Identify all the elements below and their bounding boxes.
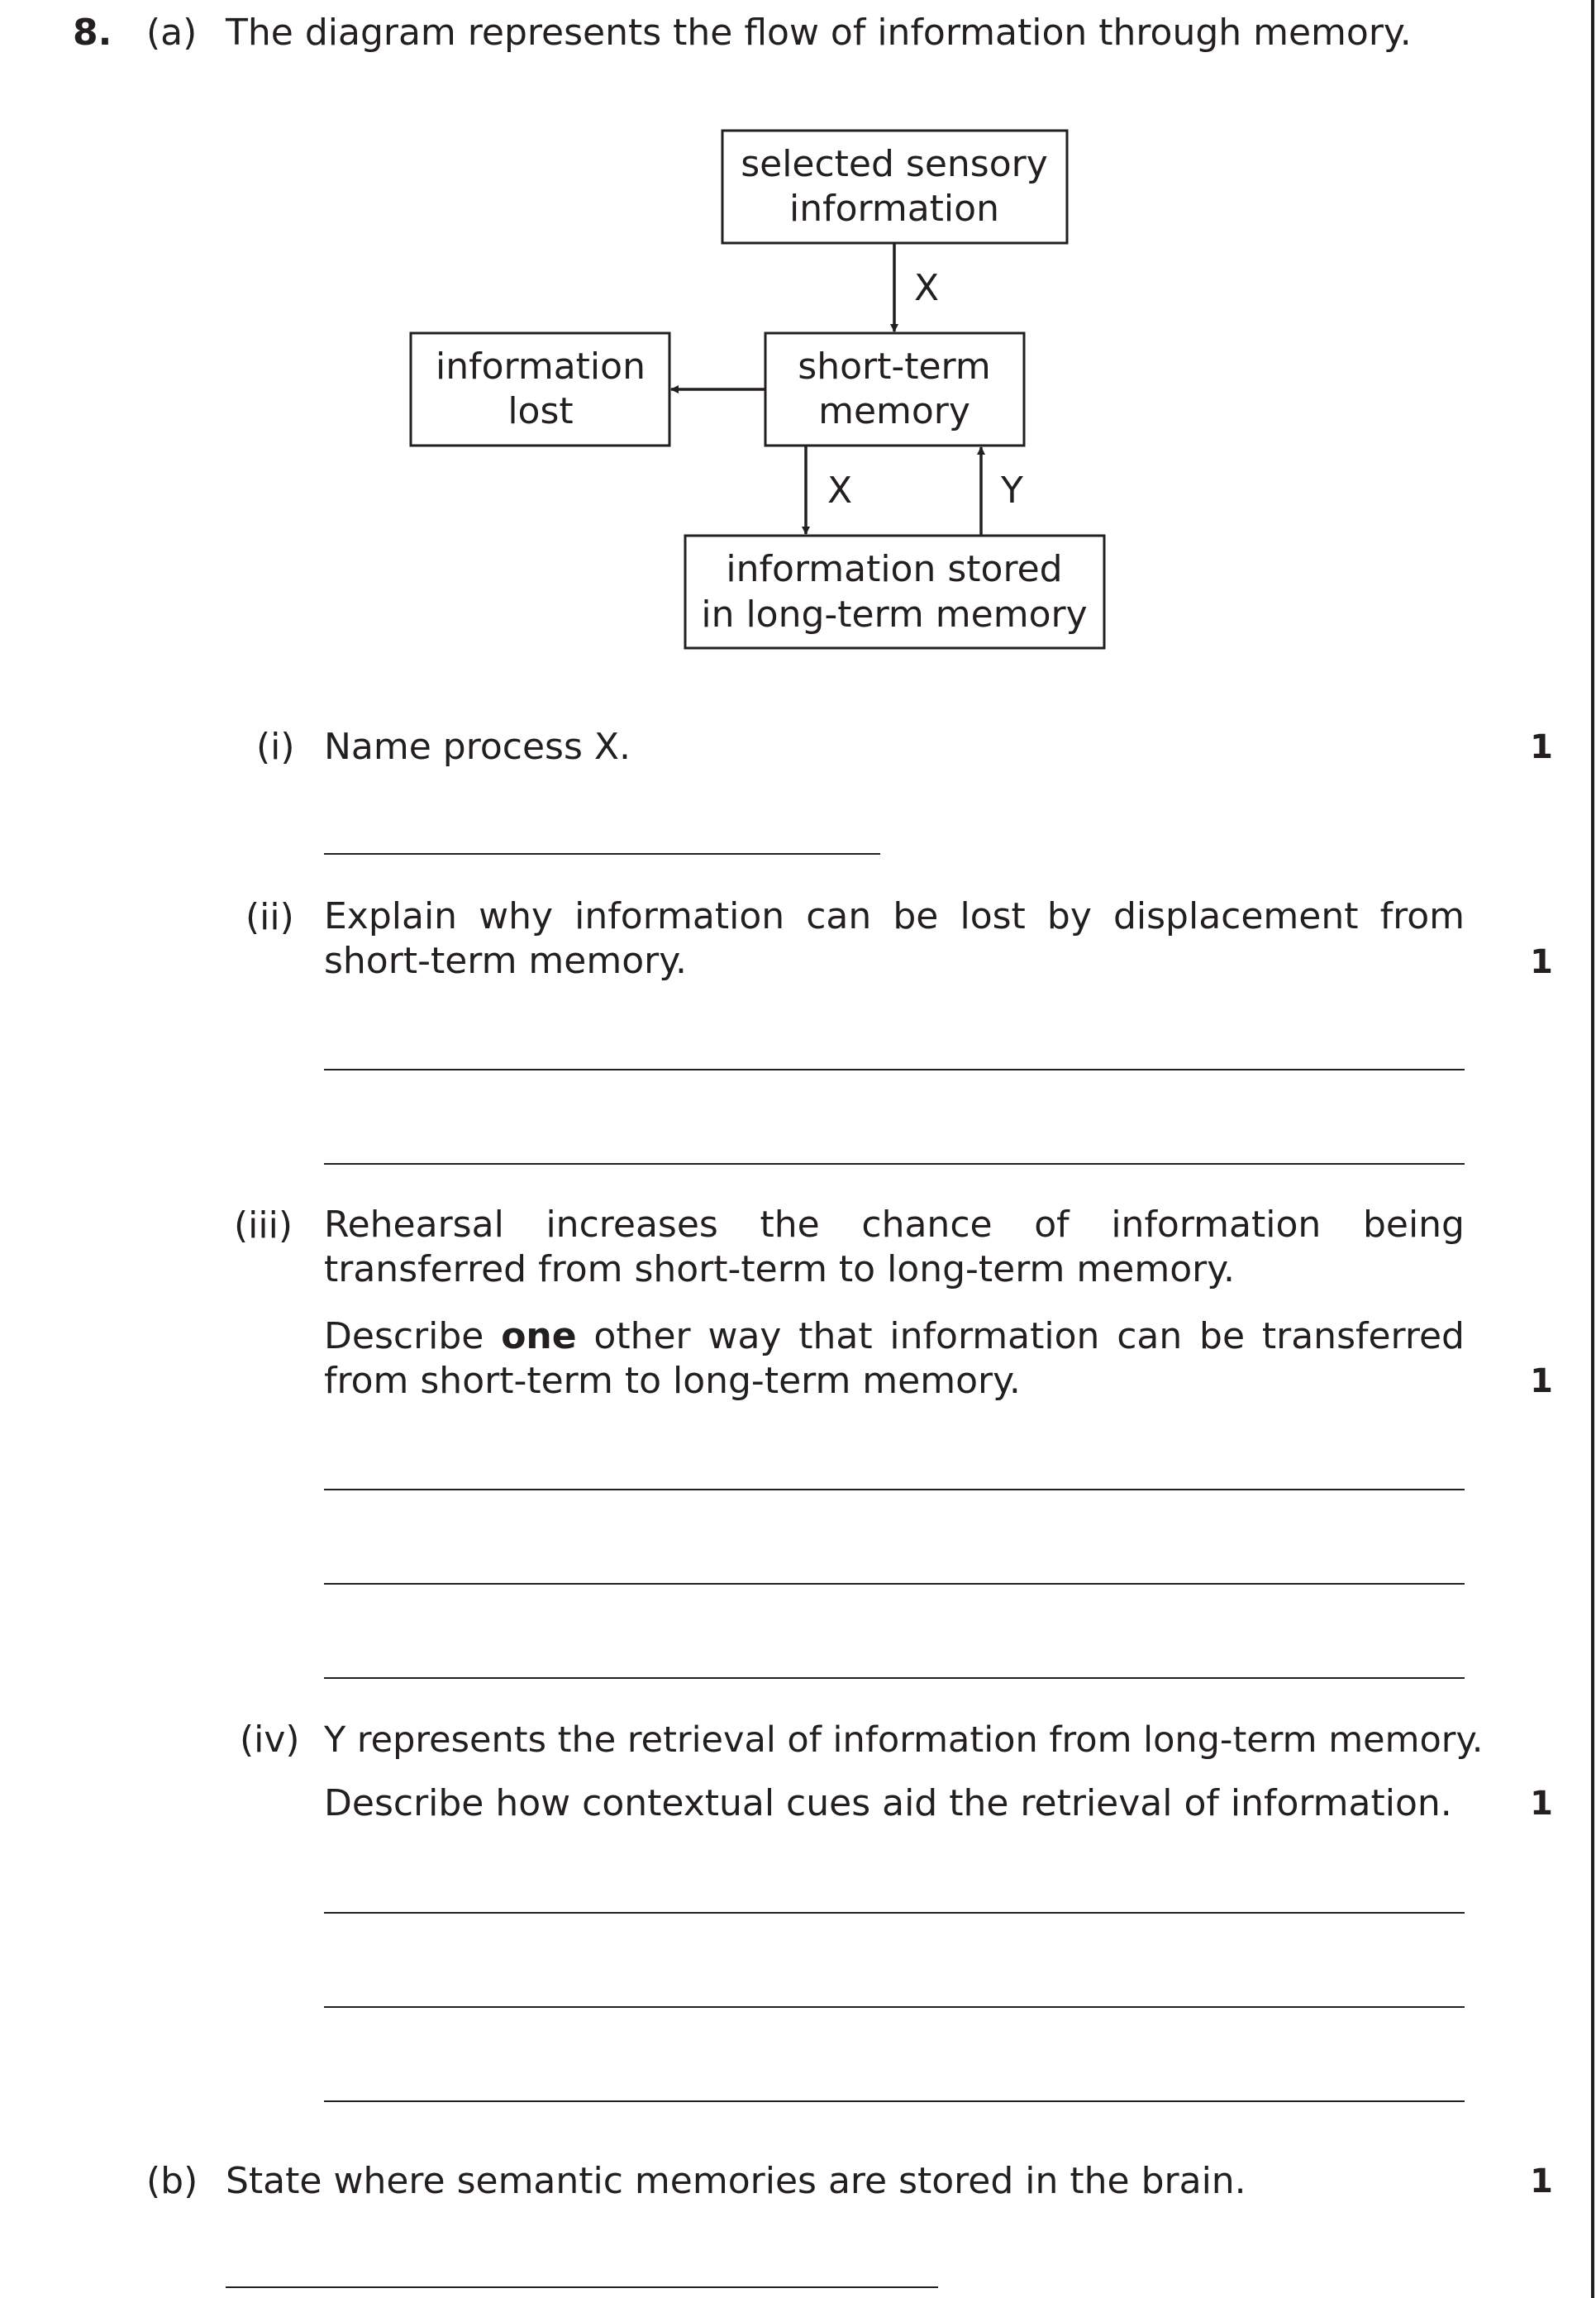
memory-flow-diagram bbox=[0, 0, 1596, 661]
box-ltm-line1: information stored bbox=[726, 548, 1063, 590]
part-a-label: (a) bbox=[146, 12, 198, 54]
box-stm-line2: memory bbox=[818, 390, 970, 432]
part-b-marks: 1 bbox=[1530, 2162, 1553, 2200]
sub-iii-text2-post: other way that information can be transferred from short-term to long-term memory. bbox=[324, 1315, 1465, 1402]
sub-ii-text: Explain why information can be lost by displacement from short-term memory. bbox=[324, 895, 1465, 982]
question-number: 8. bbox=[73, 12, 112, 54]
answer-line[interactable] bbox=[226, 2286, 938, 2288]
sub-iv-label: (iv) bbox=[240, 1719, 300, 1761]
label-x-top: X bbox=[914, 267, 940, 309]
label-y: Y bbox=[1001, 470, 1023, 512]
answer-line[interactable] bbox=[324, 1912, 1465, 1914]
answer-line[interactable] bbox=[324, 2100, 1465, 2102]
sub-iv-text1: Y represents the retrieval of information from long-term memory. bbox=[324, 1719, 1484, 1761]
part-a-stem: The diagram represents the flow of information through memory. bbox=[226, 12, 1412, 54]
label-x-bottom: X bbox=[827, 470, 853, 512]
sub-iii-text2 bbox=[324, 1314, 1465, 1404]
sub-i-text: Name process X. bbox=[324, 726, 631, 768]
answer-line[interactable] bbox=[324, 1583, 1465, 1585]
sub-ii-marks: 1 bbox=[1530, 943, 1553, 981]
box-ltm-line2: in long-term memory bbox=[701, 594, 1088, 636]
part-b-label: (b) bbox=[146, 2160, 198, 2202]
answer-line[interactable] bbox=[324, 1489, 1465, 1490]
box-stm-line1: short-term bbox=[798, 346, 991, 388]
part-b-text: State where semantic memories are stored in the brain. bbox=[226, 2160, 1246, 2202]
sub-iv-marks: 1 bbox=[1530, 1785, 1553, 1823]
answer-line[interactable] bbox=[324, 1163, 1465, 1165]
sub-ii-label: (ii) bbox=[245, 896, 294, 938]
sub-iii-text2-bold: one bbox=[501, 1315, 577, 1357]
answer-line[interactable] bbox=[324, 1677, 1465, 1679]
sub-i-marks: 1 bbox=[1530, 728, 1553, 766]
box-sensory-line1: selected sensory bbox=[741, 143, 1048, 185]
answer-line[interactable] bbox=[324, 2006, 1465, 2008]
answer-line[interactable] bbox=[324, 853, 880, 855]
sub-iii-text2-pre: Describe bbox=[324, 1315, 502, 1357]
sub-iii-marks: 1 bbox=[1530, 1362, 1553, 1400]
sub-i-label: (i) bbox=[256, 726, 295, 768]
sub-iv-text2: Describe how contextual cues aid the retrieval of information. bbox=[324, 1782, 1452, 1824]
box-sensory-line2: information bbox=[789, 188, 999, 230]
box-lost-line1: information bbox=[436, 346, 646, 388]
answer-line[interactable] bbox=[324, 1069, 1465, 1070]
box-lost-line2: lost bbox=[507, 390, 574, 432]
sub-iii-label: (iii) bbox=[234, 1204, 293, 1247]
sub-iii-text1: Rehearsal increases the chance of information being transferred from short-term to long-term memory. bbox=[324, 1204, 1465, 1290]
